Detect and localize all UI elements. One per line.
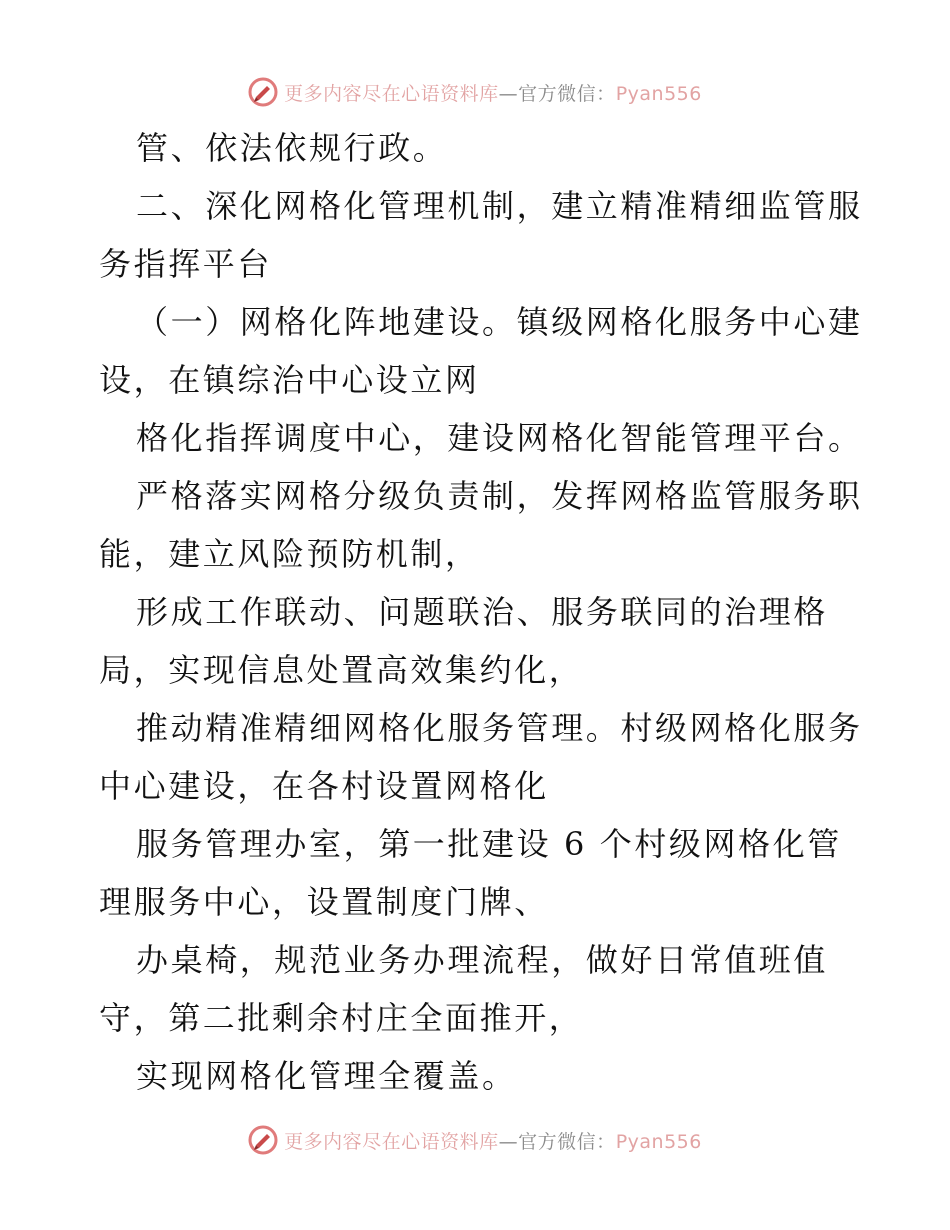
text-line: 形成工作联动、问题联治、服务联同的治理格 <box>136 593 829 631</box>
text-line: 设，在镇综治中心设立网 <box>99 361 480 399</box>
text-line: 守，第二批剩余村庄全面推开， <box>99 999 584 1037</box>
watermark-separator: — <box>498 82 519 105</box>
text-line: 严格落实网格分级负责制，发挥网格监管服务职 <box>136 477 863 515</box>
watermark-id: Pyan556 <box>615 82 702 105</box>
text-line: 服务管理办室，第一批建设 6 个村级网格化管 <box>136 825 842 863</box>
watermark-separator: — <box>498 1130 519 1153</box>
watermark-main: 更多内容尽在心语资料库 <box>284 1130 499 1153</box>
footer-watermark <box>0 1120 950 1160</box>
text-line: 实现网格化管理全覆盖。 <box>136 1057 517 1095</box>
text-line: 推动精准精细网格化服务管理。村级网格化服务 <box>136 709 863 747</box>
text-line: 中心建设，在各村设置网格化 <box>99 767 549 805</box>
text-line: （一）网格化阵地建设。镇级网格化服务中心建 <box>136 303 863 341</box>
text-line: 格化指挥调度中心，建设网格化智能管理平台。 <box>136 419 863 457</box>
watermark-wechat: 官方微信： <box>518 1130 616 1153</box>
text-line: 能，建立风险预防机制， <box>99 535 480 573</box>
watermark-wechat: 官方微信： <box>518 82 616 105</box>
text-line: 管、依法依规行政。 <box>136 129 448 167</box>
text-line: 局，实现信息处置高效集约化， <box>99 651 584 689</box>
section-heading: 二、深化网格化管理机制，建立精准精细监管服 <box>136 187 863 225</box>
text-line: 办桌椅，规范业务办理流程，做好日常值班值 <box>136 941 829 979</box>
watermark-id: Pyan556 <box>615 1130 702 1153</box>
logo-icon <box>248 1125 278 1155</box>
text-line: 理服务中心，设置制度门牌、 <box>99 883 549 921</box>
watermark-text <box>284 1127 702 1154</box>
section-heading-cont: 务指挥平台 <box>99 245 273 283</box>
watermark-main: 更多内容尽在心语资料库 <box>284 82 499 105</box>
